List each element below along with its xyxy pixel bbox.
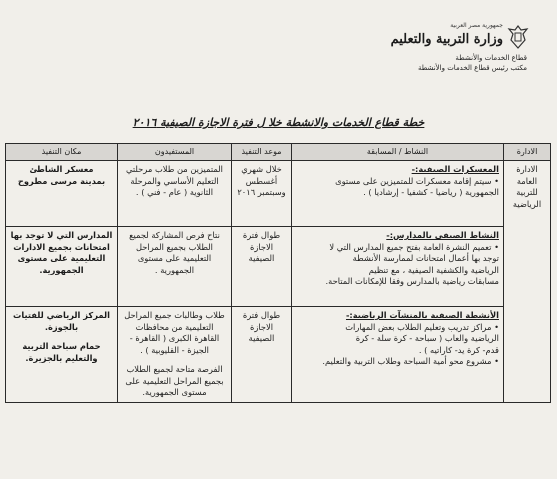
place-line: حمام سباحة التربية <box>22 341 101 351</box>
time-cell: طوال فترة الاجازة الصيفية <box>232 227 292 307</box>
admin-cell: الادارة العامة للتربية الرياضية <box>504 161 551 403</box>
activity-line: الجمهورية ( رياضيا - كشفيا - إرشاديا ) . <box>363 187 499 197</box>
header-place: مكان التنفيذ <box>6 144 118 161</box>
document-title: خطة قطاع الخدمات والانشطة خلا ل فترة الاجازة الصيفية ٢٠١٦ <box>132 116 425 129</box>
beneficiaries-cell: نتاح فرص المشاركة لجميع الطلاب بجميع المراحل التعليمية على مستوى الجمهورية . <box>118 227 232 307</box>
place-line: والتعليم بالجزيرة. <box>25 352 98 363</box>
activity-line: الرياضية والكشفية الصيفية ، مع تنظيم <box>368 264 499 275</box>
table-row <box>6 307 551 403</box>
activity-title: النشاط الصيفى بالمدارس:- <box>386 230 499 240</box>
place-cell <box>6 307 118 403</box>
sector-name: قطاع الخدمات والأنشطة <box>455 54 527 62</box>
header-time: موعد التنفيذ <box>232 144 292 161</box>
header-beneficiaries: المستفيدون <box>118 144 232 161</box>
table-row <box>6 227 551 307</box>
table-row <box>6 161 551 227</box>
place-line: بمدينة مرسى مطروح <box>17 175 106 186</box>
activity-cell <box>292 227 504 307</box>
beneficiaries-cell <box>118 307 232 403</box>
place-line: الجمهورية. <box>39 264 84 275</box>
time-cell: خلال شهري أغسطس وسبتمبر ٢٠١٦ <box>232 161 292 227</box>
beneficiaries-text: الفرصة متاحة لجميع الطلاب بجميع المراحل التعليمية على مستوى الجمهورية. <box>125 364 224 397</box>
header-admin: الادارة <box>504 144 551 161</box>
plan-table <box>5 143 551 403</box>
activity-title: المعسكرات الصيفية:- <box>411 164 499 174</box>
header-activity: النشاط / المسابقة <box>292 144 504 161</box>
activity-title: الأنشطة الصيفية بالمنشآت الرياضية:- <box>345 310 499 320</box>
activity-cell <box>292 161 504 227</box>
activity-line: • مراكز تدريب وتعليم الطلاب بعض المهارات <box>345 321 499 332</box>
place-line: بالجوزة. <box>44 321 79 332</box>
activity-line: • تعميم النشرة العامة بفتح جميع المدارس التي لا <box>329 241 499 252</box>
ministry-header <box>379 18 529 80</box>
ministry-name: وزارة التربية والتعليم <box>390 32 503 47</box>
eagle-emblem-icon <box>507 24 529 50</box>
place-line: امتحانات بجميع الادارات <box>13 241 110 252</box>
table-header-row <box>6 144 551 161</box>
activity-line: قدم- كرة يد- كاراتيه ) . <box>418 344 499 355</box>
time-cell: طوال فترة الاجازة الصيفية <box>232 307 292 403</box>
place-line: التعليمية على مستوى <box>17 253 106 263</box>
office-name: مكتب رئيس قطاع الخدمات والأنشطة <box>417 64 527 72</box>
place-line: المركز الرياضي للفتيات <box>13 310 110 320</box>
place-line: معسكر الشاطئ <box>29 164 94 174</box>
place-cell <box>6 161 118 227</box>
beneficiaries-cell: المتميزين من طلاب مرحلتي التعليم الأساسي والمرحلة الثانوية ( عام - فني ) . <box>118 161 232 227</box>
activity-line: • سيتم إقامة معسكرات للمتميزين على مستوى <box>335 175 499 186</box>
activity-line: توجد بها أعمال امتحانات لممارسة الأنشطة <box>352 253 499 263</box>
activity-line: مسابقات رياضية بالمدارس وفقا للإمكانات المتاحة. <box>325 276 499 286</box>
activity-line: • مشروع محو أمية السباحة وطلاب التربية والتعليم. <box>322 356 499 366</box>
place-line: المدارس التي لا توجد بها <box>10 230 113 240</box>
beneficiaries-text: طلاب وطالبات جميع المراحل التعليمية من محافظات القاهرة الكبرى ( القاهرة - الجيزة - القليوبية ) . <box>124 310 225 355</box>
activity-cell <box>292 307 504 403</box>
place-cell <box>6 227 118 307</box>
activity-line: الرياضية والعاب ( سباحة - كرة سلة - كرة <box>355 333 499 343</box>
country-name: جمهورية مصر العربية <box>450 22 503 29</box>
